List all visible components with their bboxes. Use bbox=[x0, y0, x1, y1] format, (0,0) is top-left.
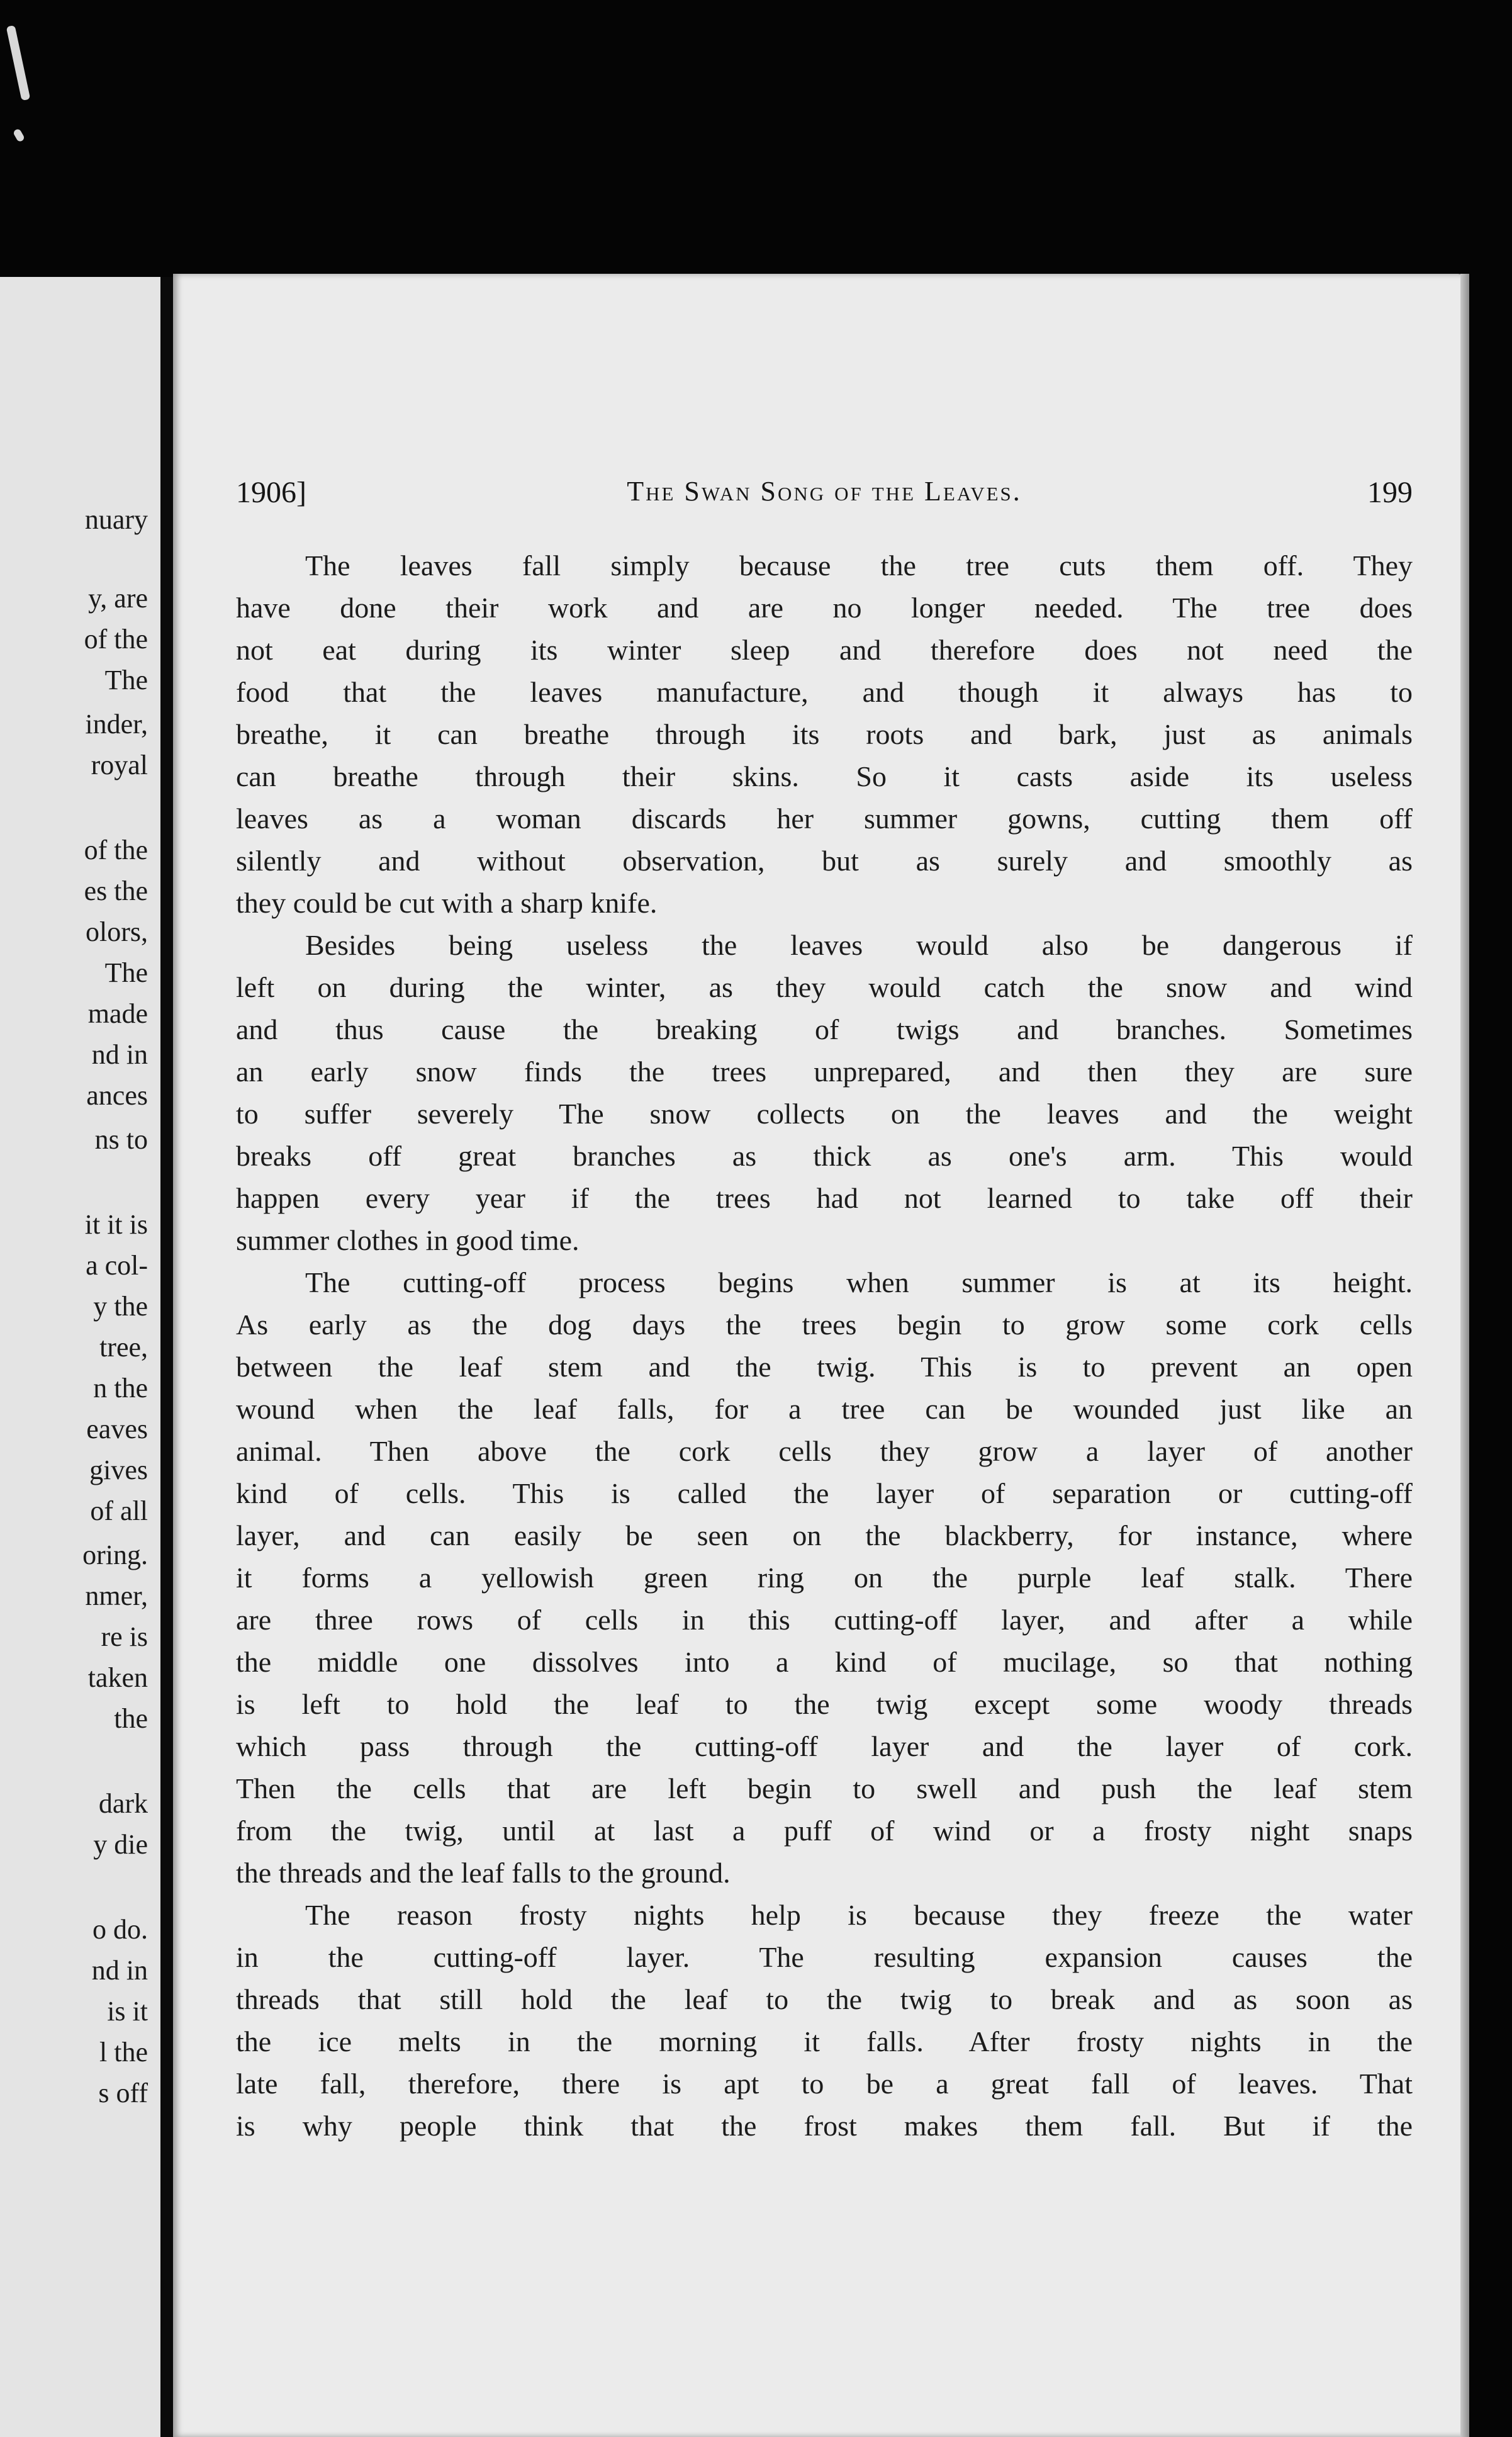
text-line: Besides being useless the leaves would also be dangerous if bbox=[305, 929, 1413, 961]
text-line: The reason frosty nights help is because they freeze the water bbox=[305, 1899, 1413, 1931]
text-line: can breathe through their skins. So it casts aside its useless bbox=[236, 760, 1413, 792]
previous-page-text-fragment: nmer, bbox=[85, 1580, 148, 1611]
text-line: not eat during its winter sleep and therefore does not need the bbox=[236, 634, 1413, 666]
previous-page-text-fragment: it it is bbox=[84, 1209, 148, 1240]
text-line: As early as the dog days the trees begin to grow some cork cells bbox=[236, 1309, 1413, 1341]
page-edge bbox=[1460, 274, 1469, 2437]
previous-page-text-fragment: eaves bbox=[86, 1414, 148, 1444]
text-line: is left to hold the leaf to the twig except some woody threads bbox=[236, 1688, 1413, 1720]
paragraph bbox=[236, 544, 1413, 924]
previous-page-text-fragment: s off bbox=[98, 2078, 148, 2108]
text-line: summer clothes in good time. bbox=[236, 1224, 580, 1256]
previous-page-text-fragment: tree, bbox=[99, 1332, 148, 1363]
text-line: an early snow finds the trees unprepared, and then they are sure bbox=[236, 1055, 1413, 1088]
text-line: food that the leaves manufacture, and though it always has to bbox=[236, 676, 1413, 708]
previous-page-text-fragment: dark bbox=[98, 1788, 148, 1819]
previous-page-text-fragment: The bbox=[104, 665, 148, 695]
page-number: 199 bbox=[1367, 476, 1413, 509]
text-line: layer, and can easily be seen on the blackberry, for instance, where bbox=[236, 1519, 1413, 1551]
text-line: Then the cells that are left begin to swell and push the leaf stem bbox=[236, 1772, 1413, 1804]
text-line: left on during the winter, as they would catch the snow and wind bbox=[236, 971, 1413, 1003]
text-line: the middle one dissolves into a kind of mucilage, so that nothing bbox=[236, 1646, 1413, 1678]
text-line: kind of cells. This is called the layer of separation or cutting-off bbox=[236, 1477, 1413, 1509]
text-line: they could be cut with a sharp knife. bbox=[236, 887, 658, 919]
text-line: breathe, it can breathe through its roots and bark, just as animals bbox=[236, 718, 1413, 750]
text-line: breaks off great branches as thick as one's arm. This would bbox=[236, 1140, 1413, 1172]
previous-page-text-fragment: nd in bbox=[91, 1039, 148, 1070]
scan-mark bbox=[13, 128, 25, 142]
previous-page-text-fragment: gives bbox=[89, 1455, 148, 1485]
text-line: and thus cause the breaking of twigs and branches. Sometimes bbox=[236, 1013, 1413, 1045]
text-line: animal. Then above the cork cells they grow a layer of another bbox=[236, 1435, 1413, 1467]
text-line: silently and without observation, but as surely and smoothly as bbox=[236, 845, 1413, 877]
text-line: The cutting-off process begins when summer is at its height. bbox=[305, 1266, 1413, 1298]
previous-page-text-fragment: y die bbox=[93, 1829, 148, 1860]
text-line: in the cutting-off layer. The resulting expansion causes the bbox=[236, 1941, 1413, 1973]
text-line: threads that still hold the leaf to the twig to break and as soon as bbox=[236, 1983, 1413, 2015]
previous-page-text-fragment: re is bbox=[101, 1621, 148, 1652]
previous-page-text-fragment: is it bbox=[107, 1996, 148, 2027]
text-line: The leaves fall simply because the tree cuts them off. They bbox=[305, 549, 1413, 582]
previous-page-text-fragment: of all bbox=[90, 1495, 148, 1526]
previous-page bbox=[0, 277, 160, 2437]
running-head-title: The Swan Song of the Leaves. bbox=[627, 476, 1022, 507]
previous-page-text-fragment: made bbox=[87, 998, 148, 1029]
text-line: the threads and the leaf falls to the ground. bbox=[236, 1857, 731, 1889]
paragraph bbox=[236, 1894, 1413, 2147]
text-line: to suffer severely The snow collects on the leaves and the weight bbox=[236, 1098, 1413, 1130]
text-line: the ice melts in the morning it falls. After frosty nights in the bbox=[236, 2025, 1413, 2057]
text-line: between the leaf stem and the twig. This is to prevent an open bbox=[236, 1351, 1413, 1383]
text-line: it forms a yellowish green ring on the purple leaf stalk. There bbox=[236, 1562, 1413, 1594]
text-line: happen every year if the trees had not learned to take off their bbox=[236, 1182, 1413, 1214]
text-line: from the twig, until at last a puff of wind or a frosty night snaps bbox=[236, 1815, 1413, 1847]
previous-page-text-fragment: nd in bbox=[91, 1955, 148, 1986]
previous-page-text-fragment: a col- bbox=[86, 1250, 148, 1281]
previous-page-text-fragment: es the bbox=[84, 875, 148, 906]
paragraph bbox=[236, 1261, 1413, 1894]
previous-page-text-fragment: of the bbox=[84, 835, 148, 865]
text-line: have done their work and are no longer needed. The tree does bbox=[236, 592, 1413, 624]
previous-page-text-fragment: y the bbox=[93, 1291, 148, 1322]
previous-page-text-fragment: nuary bbox=[84, 504, 148, 535]
previous-page-text-fragment: taken bbox=[87, 1662, 148, 1693]
text-line: which pass through the cutting-off layer and the layer of cork. bbox=[236, 1730, 1413, 1762]
previous-page-text-fragment: o do. bbox=[92, 1914, 148, 1945]
previous-page-text-fragment: royal bbox=[91, 750, 148, 780]
previous-page-text-fragment: oring. bbox=[82, 1539, 148, 1570]
article-body bbox=[236, 544, 1413, 2147]
previous-page-text-fragment: y, are bbox=[88, 583, 148, 614]
previous-page-text-fragment: the bbox=[114, 1703, 148, 1734]
text-line: are three rows of cells in this cutting-off layer, and after a while bbox=[236, 1604, 1413, 1636]
previous-page-text-fragment: The bbox=[104, 957, 148, 988]
previous-page-text-fragment: n the bbox=[93, 1373, 148, 1404]
text-line: is why people think that the frost makes them fall. But if the bbox=[236, 2110, 1413, 2142]
text-line: wound when the leaf falls, for a tree can be wounded just like an bbox=[236, 1393, 1413, 1425]
previous-page-text-fragment: inder, bbox=[85, 709, 148, 740]
page bbox=[173, 274, 1469, 2437]
previous-page-text-fragment: of the bbox=[84, 624, 148, 655]
previous-page-text-fragment: olors, bbox=[86, 916, 148, 947]
previous-page-text-fragment: l the bbox=[99, 2037, 148, 2068]
previous-page-text-fragment: ances bbox=[86, 1080, 148, 1111]
scan-mark bbox=[6, 25, 31, 101]
text-line: late fall, therefore, there is apt to be a great fall of leaves. That bbox=[236, 2068, 1413, 2100]
paragraph bbox=[236, 924, 1413, 1261]
previous-page-text-fragment: ns to bbox=[94, 1124, 148, 1155]
text-line: leaves as a woman discards her summer gowns, cutting them off bbox=[236, 802, 1413, 835]
page-gutter bbox=[160, 277, 173, 2437]
running-head bbox=[236, 475, 1413, 526]
running-head-year: 1906] bbox=[236, 476, 306, 509]
